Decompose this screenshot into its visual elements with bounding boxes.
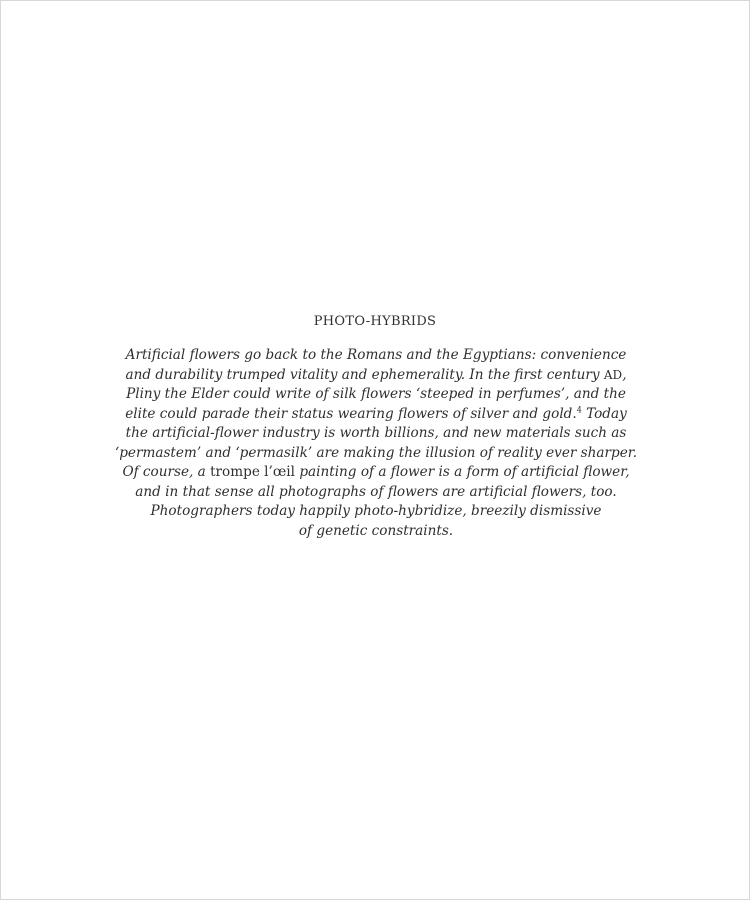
- text-run: elite could parade their status wearing flowers of silver and gold.: [125, 405, 577, 422]
- body-paragraph: [101, 346, 651, 541]
- paragraph-line: of genetic constraints.: [298, 522, 454, 539]
- text-run: and durability trumped vitality and ephemerality. In the first century: [125, 366, 604, 383]
- text-run: ,: [622, 366, 627, 383]
- paragraph-line: [101, 463, 651, 483]
- text-run: Of course, a: [122, 464, 211, 480]
- paragraph-line: [101, 405, 651, 425]
- paragraph-line: Pliny the Elder could write of silk flowers ‘steeped in perfumes’, and the: [126, 386, 626, 402]
- small-caps-ad: AD: [603, 367, 623, 382]
- paragraph-line: the artificial-flower industry is worth billions, and new materials such as: [125, 425, 627, 441]
- paragraph-line: and in that sense all photographs of flowers are artificial flowers, too.: [135, 483, 617, 500]
- paragraph-line: Artificial flowers go back to the Romans and the Egyptians: convenience: [125, 347, 627, 363]
- paragraph-line: Photographers today happily photo-hybridize, breezily dismissive: [150, 503, 602, 519]
- text-run: painting of a flower is a form of artificial flower,: [295, 464, 630, 480]
- roman-phrase: trompe l’œil: [210, 464, 295, 480]
- paragraph-line: ‘permastem’ and ‘permasilk’ are making the illusion of reality ever sharper.: [114, 444, 638, 461]
- section-heading: PHOTO-HYBRIDS: [313, 314, 437, 329]
- paragraph-line: [101, 366, 651, 386]
- footnote-marker: 4: [576, 404, 582, 414]
- text-run: Today: [581, 405, 627, 422]
